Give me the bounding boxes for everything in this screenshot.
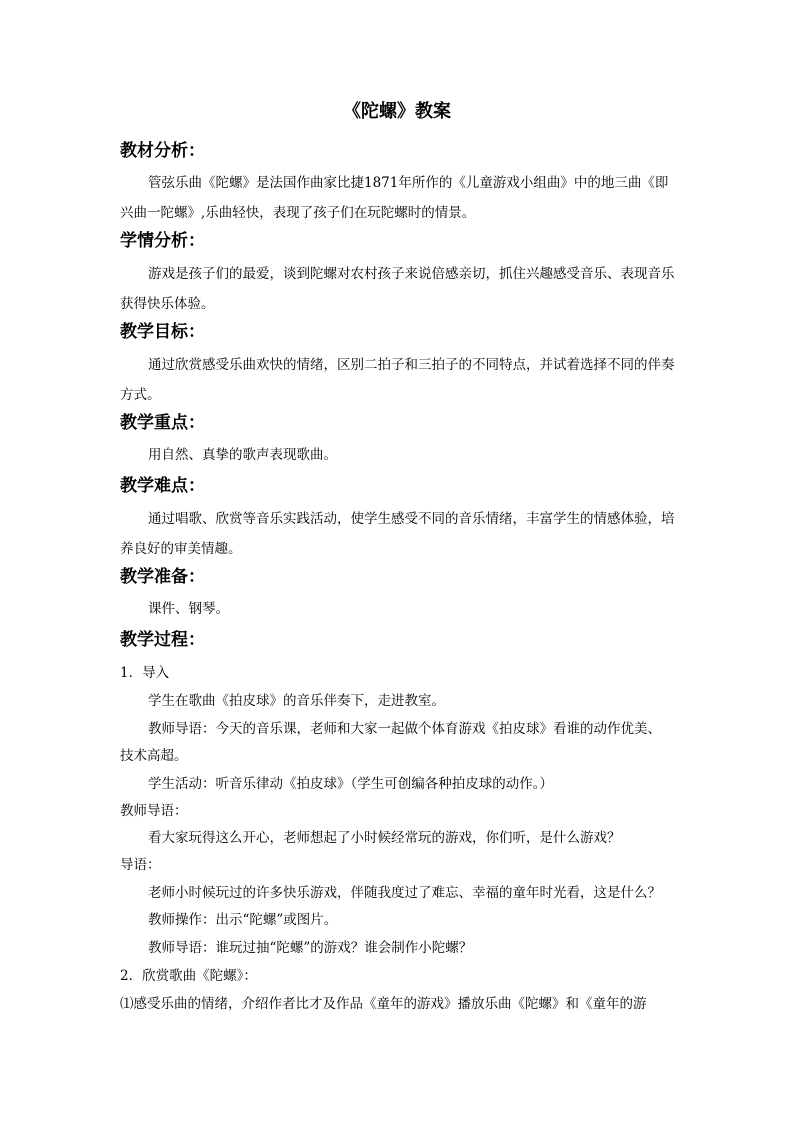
heading-student-analysis: 学情分析：	[120, 231, 205, 251]
process-line-teacher-action: 教师操作：出示“陀螺”或图片。	[148, 912, 338, 928]
document-title: 《陀螺》教案	[343, 101, 451, 122]
paragraph-teaching-goals: 通过欣赏感受乐曲欢快的情绪，区别二拍子和三拍子的不同特点，并试着选择不同的伴奏方式。	[120, 357, 675, 403]
paragraph-material-analysis: 管弦乐曲《陀螺》是法国作曲家比捷1871年所作的《儿童游戏小组曲》中的地三曲《即兴曲一陀螺》,乐曲轻快，表现了孩子们在玩陀螺时的情景。	[120, 175, 669, 221]
process-line-teacher-guide-2: 看大家玩得这么开心，老师想起了小时候经常玩的游戏，你们听，是什么游戏？	[148, 830, 621, 846]
process-line-teacher-guide-label: 教师导语：	[120, 803, 188, 819]
paragraph-difficulties: 通过唱歌、欣赏等音乐实践活动，使学生感受不同的音乐情绪，丰富学生的情感体验，培养良好的审美情趣。	[120, 511, 675, 557]
process-line-feel-music: ⑴感受乐曲的情绪，介绍作者比才及作品《童年的游戏》播放乐曲《陀螺》和《童年的游	[120, 996, 647, 1012]
paragraph-student-analysis: 游戏是孩子们的最爱，谈到陀螺对农村孩子来说倍感亲切，抓住兴趣感受音乐、表现音乐获得快乐体验。	[120, 266, 675, 312]
heading-difficulties: 教学难点：	[120, 476, 205, 496]
heading-teaching-goals: 教学目标：	[120, 322, 205, 342]
process-step-2-title: 2．欣赏歌曲《陀螺》：	[120, 968, 257, 984]
process-line-teacher-guide-1: 教师导语：今天的音乐课，老师和大家一起做个体育游戏《拍皮球》看谁的动作优美、	[148, 721, 661, 737]
heading-teaching-process: 教学过程：	[120, 630, 205, 650]
heading-preparation: 教学准备：	[120, 567, 205, 587]
heading-key-points: 教学重点：	[120, 413, 205, 433]
paragraph-key-points: 用自然、真挚的歌声表现歌曲。	[148, 447, 337, 463]
process-line-teacher-guide-1-cont: 技术高超。	[120, 748, 188, 764]
paragraph-preparation: 课件、钢琴。	[148, 601, 229, 617]
process-line-guide-label: 导语：	[120, 857, 161, 873]
process-line-student-activity: 学生活动：听音乐律动《拍皮球》（学生可创编各种拍皮球的动作。）	[148, 776, 553, 792]
process-line-intro: 学生在歌曲《拍皮球》的音乐伴奏下，走进教室。	[148, 693, 445, 709]
process-line-guide-text: 老师小时候玩过的许多快乐游戏，伴随我度过了难忘、幸福的童年时光看，这是什么？	[148, 885, 661, 901]
process-line-teacher-guide-3: 教师导语：谁玩过抽“陀螺”的游戏？谁会制作小陀螺？	[148, 940, 473, 956]
heading-material-analysis: 教材分析：	[120, 141, 205, 161]
process-step-1-title: 1．导入	[120, 665, 170, 681]
